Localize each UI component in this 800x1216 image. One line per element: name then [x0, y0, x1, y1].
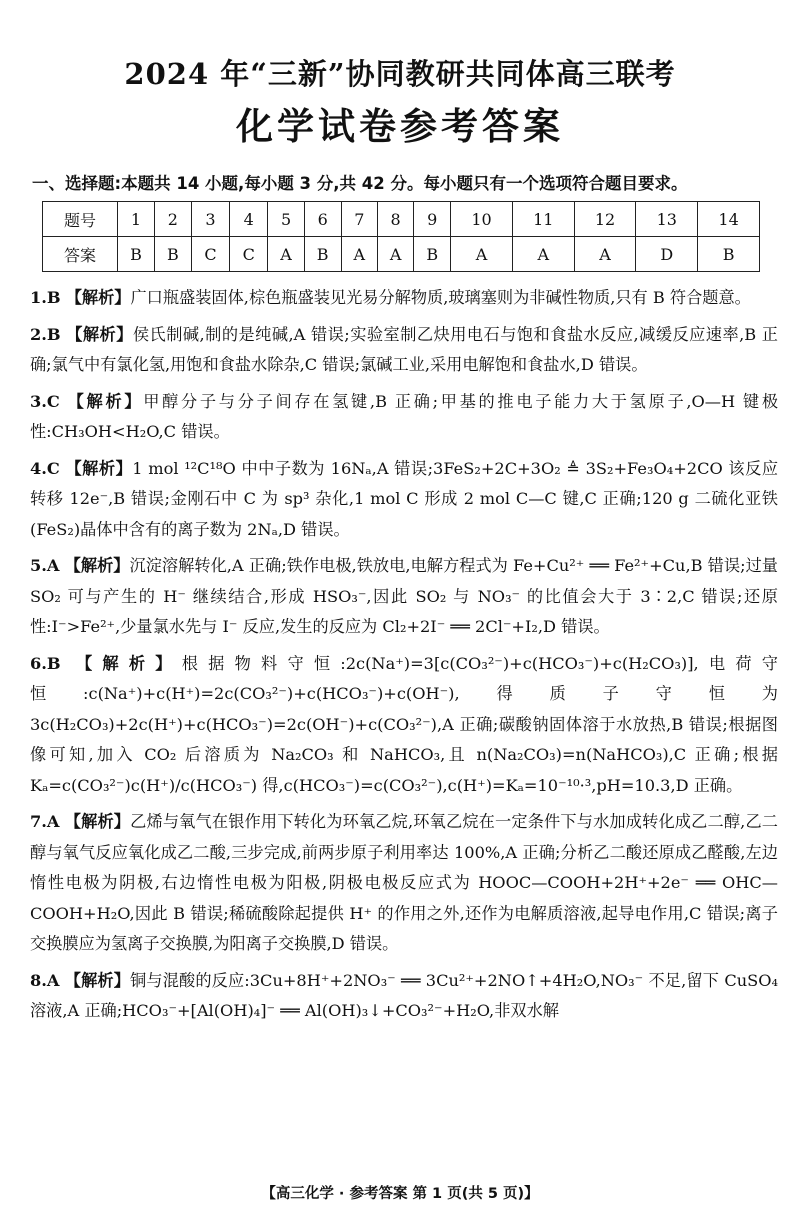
question-number-cell: 2 — [154, 202, 191, 237]
explanation-text: 1 mol ¹²C¹⁸O 中中子数为 16Nₐ,A 错误;3FeS₂+2C+3O₂ ≜ 3S₂+Fe₃O₄+2CO 该反应转移 12e⁻,B 错误;金刚石中 C 为 sp³ 杂化,1 mol C 形成 2 mol C—C 键,C 正确;120 g 二硫化亚铁(FeS₂)晶体中含有的离子数为 2Nₐ,D 错误。 — [30, 458, 779, 539]
question-number-cell: 1 — [118, 202, 155, 237]
question-number-cell: 5 — [268, 202, 304, 237]
explanation-text: 沉淀溶解转化,A 正确;铁作电极,铁放电,电解方程式为 Fe+Cu²⁺ ══ Fe²⁺+Cu,B 错误;过量 SO₂ 可与产生的 H⁻ 继续结合,形成 HSO₃⁻,因此 SO₂ 与 NO₃⁻ 的比值会大于 3∶2,C 错误;还原性:I⁻>Fe²⁺,少量氯水先与 I⁻ 反应,发生的反应为 Cl₂+2I⁻ ══ 2Cl⁻+I₂,D 错误。 — [30, 556, 778, 636]
answer-cell: A — [574, 237, 636, 272]
question-number-cell: 14 — [698, 202, 760, 237]
item-number: 1.B — [30, 288, 61, 307]
answer-cell: B — [698, 237, 760, 272]
explanation-text: 广口瓶盛装固体,棕色瓶盛装见光易分解物质,玻璃塞则为非碱性物质,只有 B 符合题意。 — [130, 288, 751, 307]
item-number: 7.A — [30, 812, 60, 831]
explanation-item — [30, 320, 778, 381]
explanation-item — [30, 454, 778, 546]
exam-title: 2024 年“三新”协同教研共同体高三联考 — [124, 57, 676, 91]
question-number-cell: 4 — [230, 202, 268, 237]
answer-cell: A — [377, 237, 413, 272]
question-number-cell: 8 — [377, 202, 413, 237]
question-number-cell: 12 — [574, 202, 636, 237]
question-number-label: 题号 — [43, 202, 118, 237]
answer-cell: D — [636, 237, 698, 272]
explanation-item — [30, 807, 778, 960]
answer-row — [43, 237, 760, 272]
explanation-item — [30, 966, 778, 1027]
explanation-item — [30, 283, 778, 314]
answer-cell: A — [451, 237, 513, 272]
analysis-tag: 【解析】 — [64, 556, 130, 575]
section-heading: 一、选择题:本题共 14 小题,每小题 3 分,共 42 分。每小题只有一个选项符合题目要求。 — [32, 174, 688, 193]
analysis-tag: 【解析】 — [64, 970, 131, 990]
analysis-tag: 【解析】 — [66, 324, 133, 344]
item-number: 5.A — [30, 556, 60, 575]
answer-cell: A — [341, 237, 377, 272]
answer-cell: A — [512, 237, 574, 272]
question-number-cell: 11 — [512, 202, 574, 237]
answer-cell: C — [230, 237, 268, 272]
item-number: 2.B — [30, 324, 61, 344]
explanation-item — [30, 551, 778, 643]
question-number-cell: 3 — [191, 202, 229, 237]
question-number-cell: 7 — [341, 202, 377, 237]
explanation-text: 乙烯与氧气在银作用下转化为环氧乙烷,环氧乙烷在一定条件下与水加成转化成乙二醇,乙二醇与氧气反应氧化成乙二酸,三步完成,前两步原子利用率达 100%,A 正确;分析乙二酸还原成乙醛酸,左边惰性电极为阴极,右边惰性电极为阳极,阴极电极反应式为 HOOC—COOH+2H⁺+2e⁻ ══ OHC—COOH+H₂O,因此 B 错误;稀硫酸除起提供 H⁺ 的作用之外,还作为电解质溶液,起导电作用,C 错误;离子交换膜应为氢离子交换膜,为阳离子交换膜,D 错误。 — [30, 812, 778, 953]
page-footer: 【高三化学 · 参考答案 第 1 页(共 5 页)】 — [261, 1186, 539, 1202]
answer-cell: B — [304, 237, 341, 272]
question-number-row — [43, 202, 760, 237]
answer-cell: B — [118, 237, 155, 272]
analysis-tag: 【解析】 — [75, 653, 182, 673]
explanation-text: 侯氏制碱,制的是纯碱,A 错误;实验室制乙炔用电石与饱和食盐水反应,减缓反应速率,B 正确;氯气中有氯化氢,用饱和食盐水除杂,C 错误;氯碱工业,采用电解饱和食盐水,D 错误。 — [30, 324, 778, 374]
explanation-text: 铜与混酸的反应:3Cu+8H⁺+2NO₃⁻ ══ 3Cu²⁺+2NO↑+4H₂O,NO₃⁻ 不足,留下 CuSO₄ 溶液,A 正确;HCO₃⁻+[Al(OH)₄]⁻ ══ Al(OH)₃↓+CO₃²⁻+H₂O,非双水解 — [30, 970, 778, 1020]
analysis-tag: 【解析】 — [64, 812, 131, 831]
analysis-tag: 【解析】 — [67, 391, 144, 411]
analysis-tag: 【解析】 — [65, 458, 133, 478]
question-number-cell: 13 — [636, 202, 698, 237]
document-title: 化学试卷参考答案 — [236, 104, 564, 148]
explanations — [30, 283, 778, 1033]
explanation-item — [30, 649, 778, 802]
explanation-text: 根据物料守恒:2c(Na⁺)=3[c(CO₃²⁻)+c(HCO₃⁻)+c(H₂CO₃)],电荷守恒:c(Na⁺)+c(H⁺)=2c(CO₃²⁻)+c(HCO₃⁻)+c(OH⁻),得质子守恒为 3c(H₂CO₃)+2c(H⁺)+c(HCO₃⁻)=2c(OH⁻)+c(CO₃²⁻),A 正确;碳酸钠固体溶于水放热,B 错误;根据图像可知,加入 CO₂ 后溶质为 Na₂CO₃ 和 NaHCO₃,且 n(Na₂CO₃)=n(NaHCO₃),C 正确;根据 Kₐ=c(CO₃²⁻)c(H⁺)/c(HCO₃⁻) 得,c(HCO₃⁻)=c(CO₃²⁻),c(H⁺)=Kₐ=10⁻¹⁰·³,pH=10.3,D 正确。 — [30, 653, 778, 795]
explanation-text: 甲醇分子与分子间存在氢键,B 正确;甲基的推电子能力大于氢原子,O—H 键极性:CH₃OH<H₂O,C 错误。 — [30, 391, 779, 441]
question-number-cell: 6 — [304, 202, 341, 237]
analysis-tag: 【解析】 — [65, 288, 131, 307]
answer-table — [42, 201, 760, 272]
answer-cell: A — [268, 237, 304, 272]
explanation-item — [30, 387, 778, 448]
item-number: 4.C — [30, 458, 60, 478]
question-number-cell: 9 — [414, 202, 451, 237]
item-number: 3.C — [30, 391, 60, 411]
item-number: 6.B — [30, 653, 61, 673]
item-number: 8.A — [30, 970, 60, 990]
answer-label: 答案 — [43, 237, 118, 272]
question-number-cell: 10 — [451, 202, 513, 237]
answer-cell: C — [191, 237, 229, 272]
answer-cell: B — [154, 237, 191, 272]
answer-cell: B — [414, 237, 451, 272]
